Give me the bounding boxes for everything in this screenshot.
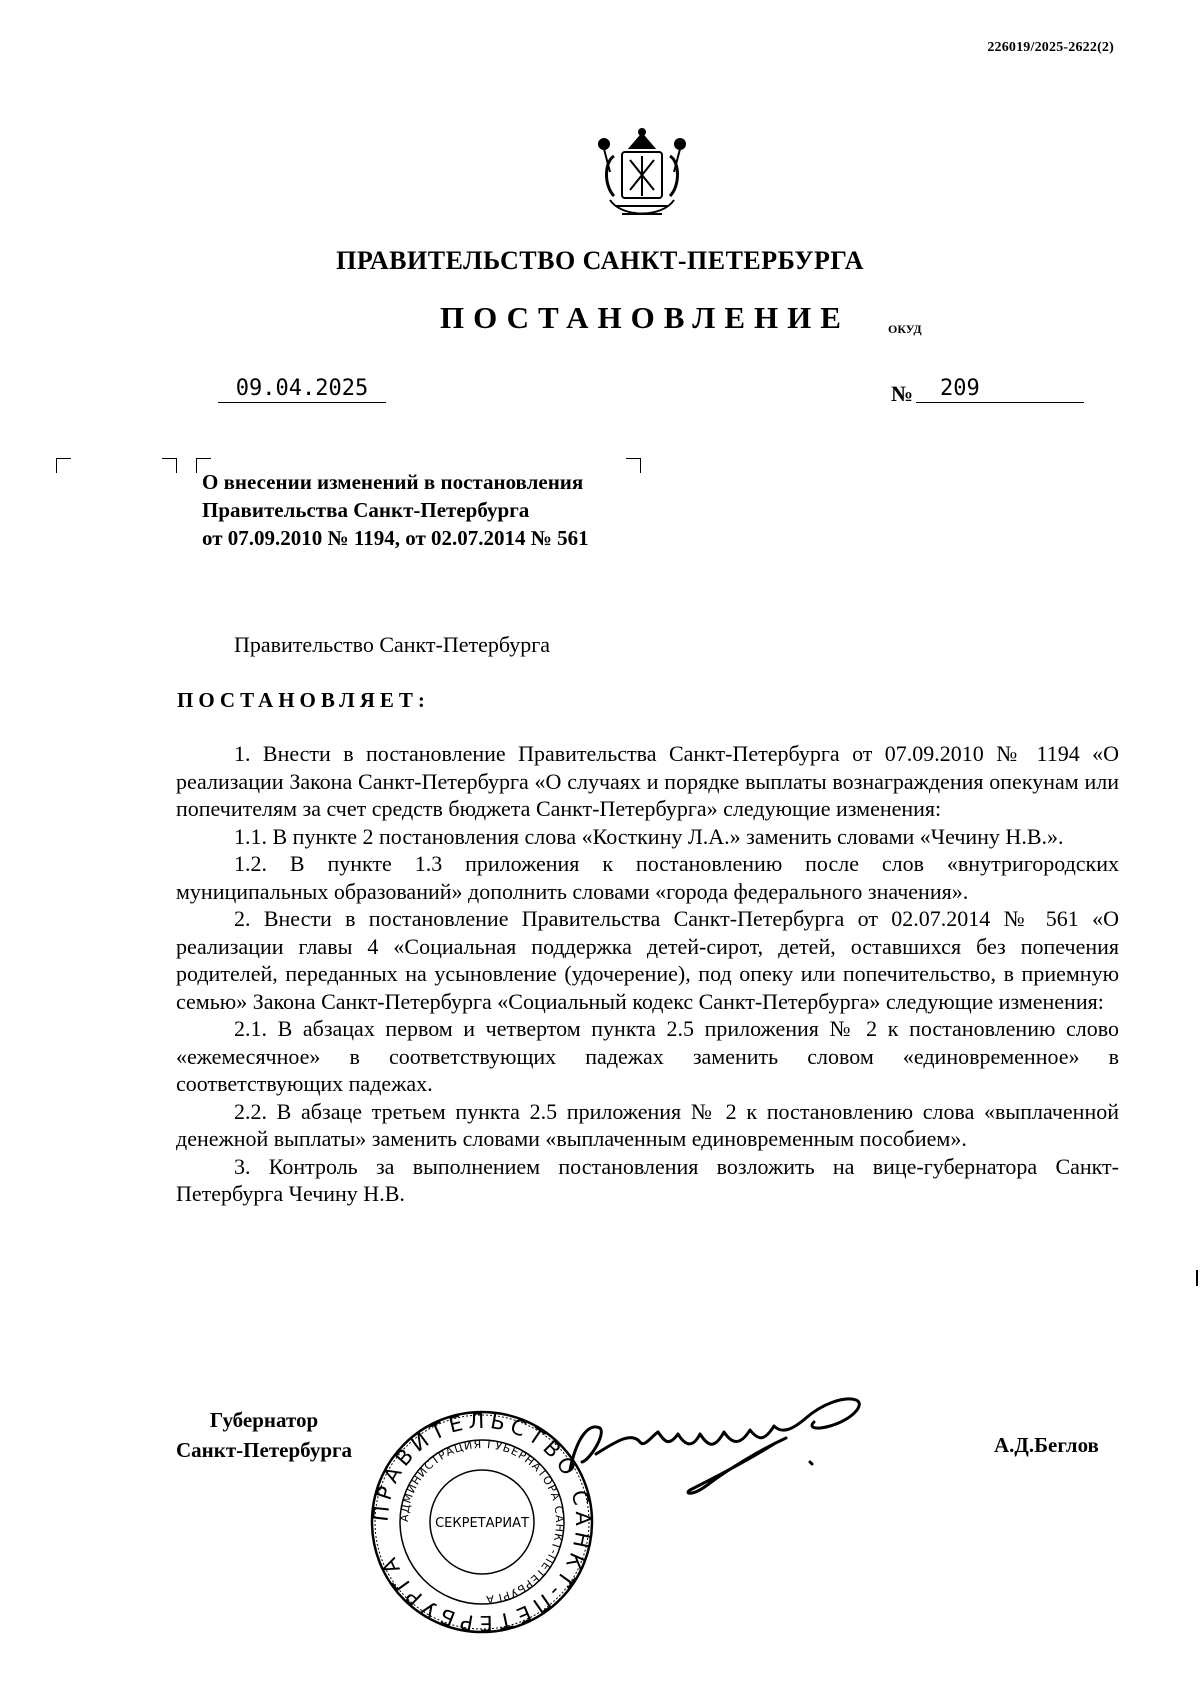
issuing-body: Правительство Санкт-Петербурга [234, 632, 551, 657]
coat-of-arms-icon [592, 126, 692, 224]
signatory-title [176, 1405, 352, 1465]
paragraph: 3. Контроль за выполнением постановления возложить на вице-губернатора Санкт-Петербурга Чечину Н.В. [176, 1153, 1119, 1206]
signatory-title-line: Санкт-Петербурга [176, 1438, 353, 1462]
subject-line: О внесении изменений в постановления [202, 470, 584, 494]
handwritten-signature-icon [560, 1392, 910, 1502]
paragraph: 1.2. В пункте 1.3 приложения к постановлению после слов «внутригородских муниципальных образований» дополнить словами «города федерального значения». [176, 851, 1119, 904]
corner-mark [162, 458, 177, 473]
signatory-title-line: Губернатор [209, 1408, 319, 1432]
decree-body [176, 740, 1119, 1208]
corner-mark [56, 458, 71, 473]
paragraph: 2. Внести в постановление Правительства Санкт-Петербурга от 02.07.2014 № 561 «О реализации главы 4 «Социальная поддержка детей-сирот, детей, оставшихся без попечения родителей, переданных на усыновление (удочерение), под опеку или попечительство, в приемную семью» Закона Санкт-Петербурга «Социальный кодекс Санкт-Петербурга» следующие изменения: [176, 906, 1119, 1014]
decree-number: 209 [916, 376, 1084, 403]
number-sign: № [891, 381, 914, 406]
decree-title: ПОСТАНОВЛЕНИЕ [440, 300, 850, 335]
scan-edge-mark [1196, 1270, 1198, 1286]
resolves-heading: ПОСТАНОВЛЯЕТ: [177, 688, 430, 712]
stamp-outer-text: ПРАВИТЕЛЬСТВО САНКТ-ПЕТЕРБУРГА [368, 1408, 596, 1636]
stamp-inner-text: АДМИНИСТРАЦИЯ ГУБЕРНАТОРА САНКТ-ПЕТЕРБУРГА [397, 1437, 567, 1607]
okud-label: ОКУД [888, 322, 922, 336]
subject-line: Правительства Санкт-Петербурга [202, 498, 530, 522]
decree-date: 09.04.2025 [218, 376, 386, 403]
paragraph: 1.1. В пункте 2 постановления слова «Косткину Л.А.» заменить словами «Чечину Н.В.». [234, 823, 1064, 849]
government-title: ПРАВИТЕЛЬСТВО САНКТ-ПЕТЕРБУРГА [336, 246, 864, 275]
paragraph: 1. Внести в постановление Правительства Санкт-Петербурга от 07.09.2010 № 1194 «О реализации Закона Санкт-Петербурга «О случаях и порядке выплаты вознаграждения опекунам или попечителям за счет средств бюджета Санкт-Петербурга» следующие изменения: [176, 741, 1119, 821]
corner-mark [626, 458, 641, 473]
signatory-name: А.Д.Беглов [994, 1433, 1099, 1457]
decree-subject [202, 468, 589, 552]
paragraph: 2.1. В абзацах первом и четвертом пункта 2.5 приложения № 2 к постановлению слово «ежемесячное» в соответствующих падежах заменить словом «единовременное» в соответствующих падежах. [176, 1016, 1119, 1096]
paragraph: 2.2. В абзаце третьем пункта 2.5 приложения № 2 к постановлению слова «выплаченной денежной выплаты» заменить словами «выплаченным единовременным пособием». [176, 1098, 1119, 1151]
stamp-center-text: СЕКРЕТАРИАТ [435, 1516, 529, 1531]
document-registration-id: 226019/2025-2622(2) [987, 40, 1114, 55]
subject-line: от 07.09.2010 № 1194, от 02.07.2014 № 561 [202, 526, 589, 550]
